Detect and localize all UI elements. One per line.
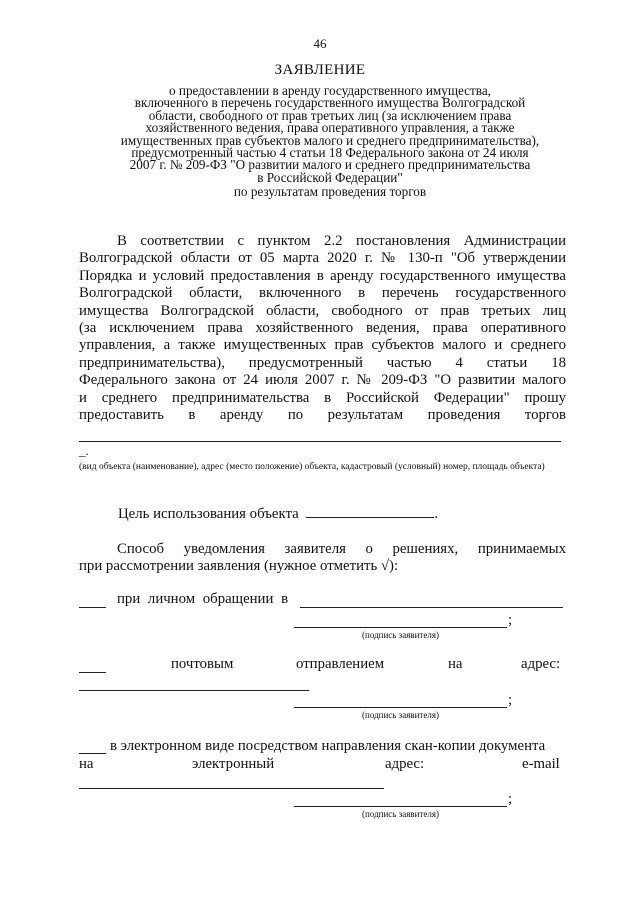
body-line: Порядка и условий предоставления в аренду государственного имущества	[79, 267, 566, 284]
subject-line: области, свободного от прав третьих лиц (за исключением права	[148, 107, 512, 123]
personal-signature-caption: (подпись заявителя)	[362, 630, 439, 640]
subject-line: включенного в перечень государственного имущества Волгоградской	[134, 95, 526, 111]
subject-line: хозяйственного ведения, права оперативного управления, а также	[145, 120, 515, 136]
body-line: Волгоградской области от 05 марта 2020 г. № 130-п "Об утверждении	[79, 250, 566, 267]
body-line: предпринимательства), предусмотренный частью 4 статьи 18	[79, 354, 566, 371]
email-checkbox[interactable]	[79, 753, 106, 754]
post-checkbox[interactable]	[79, 672, 106, 673]
body-line: Волгоградской области, включенного в перечень государственного	[79, 285, 566, 302]
email-word: e-mail	[522, 756, 560, 772]
subject-line: 2007 г. № 209-ФЗ "О развитии малого и среднего предпринимательства	[129, 157, 531, 173]
email-signature-caption: (подпись заявителя)	[362, 809, 439, 819]
body-paragraph	[79, 233, 566, 424]
email-option-line: в электронном виде посредством направления скан-копии документа	[110, 738, 546, 754]
object-note: (вид объекта (наименование), адрес (место положение) объекта, кадастровый (условный) номер, площадь объекта)	[79, 462, 545, 472]
page-number: 46	[313, 36, 327, 51]
post-signature-caption: (подпись заявителя)	[362, 710, 439, 720]
notification-text	[79, 540, 566, 575]
post-word: почтовым	[171, 656, 234, 672]
subject-line: предусмотренный частью 4 статьи 18 Федерального закона от 24 июля	[131, 145, 529, 161]
email-word: на	[79, 756, 94, 772]
body-line: и среднего предпринимательства в Российской Федерации" прошу	[79, 389, 566, 406]
subject-line: о предоставлении в аренду государственного имущества,	[169, 83, 491, 98]
purpose-label: Цель использования объекта	[118, 506, 299, 522]
post-signature-line[interactable]	[294, 707, 507, 708]
post-word: адрес:	[521, 656, 561, 672]
email-word: адрес:	[385, 756, 425, 772]
personal-office-input[interactable]	[300, 607, 563, 608]
object-blank-end: _.	[79, 443, 89, 458]
personal-signature-line[interactable]	[294, 627, 507, 628]
purpose-end: .	[434, 506, 439, 522]
document-subject	[60, 85, 600, 199]
subject-line: по результатам проведения торгов	[233, 184, 427, 200]
personal-option-text: при личном обращении в	[117, 591, 289, 607]
subject-line: имущественных прав субъектов малого и среднего предпринимательства),	[120, 132, 540, 148]
body-line: управления, а также имущественных прав субъектов малого и среднего	[79, 337, 566, 354]
body-line: Федерального закона от 24 июля 2007 г. № 209-ФЗ "О развитии малого	[79, 372, 566, 389]
purpose-row	[118, 506, 438, 523]
body-line: предоставить в аренду по результатам проведения торгов	[79, 406, 566, 423]
notification-line: при рассмотрении заявления (нужное отметить √):	[79, 558, 399, 575]
email-word: электронный	[192, 756, 275, 772]
post-word: на	[448, 656, 463, 672]
notification-line: Способ уведомления заявителя о решениях, принимаемых	[117, 541, 566, 557]
email-end: ;	[508, 791, 513, 807]
body-line: имущества Волгоградской области, свободного от прав третьих лиц	[79, 302, 566, 319]
document-title: ЗАЯВЛЕНИЕ	[274, 62, 366, 78]
post-address-input[interactable]	[79, 690, 309, 691]
subject-line: в Российской Федерации"	[257, 169, 403, 185]
personal-checkbox[interactable]	[79, 607, 106, 608]
body-line: В соответствии с пунктом 2.2 постановления Администрации	[117, 233, 566, 249]
object-blank-line[interactable]	[79, 441, 561, 442]
purpose-input[interactable]	[306, 517, 434, 518]
body-line: (за исключением права хозяйственного ведения, права оперативного	[79, 319, 566, 336]
personal-end: ;	[508, 612, 513, 628]
post-word: отправлением	[296, 656, 385, 672]
email-signature-line[interactable]	[294, 806, 507, 807]
post-end: ;	[508, 692, 513, 708]
email-address-input[interactable]	[79, 788, 384, 789]
